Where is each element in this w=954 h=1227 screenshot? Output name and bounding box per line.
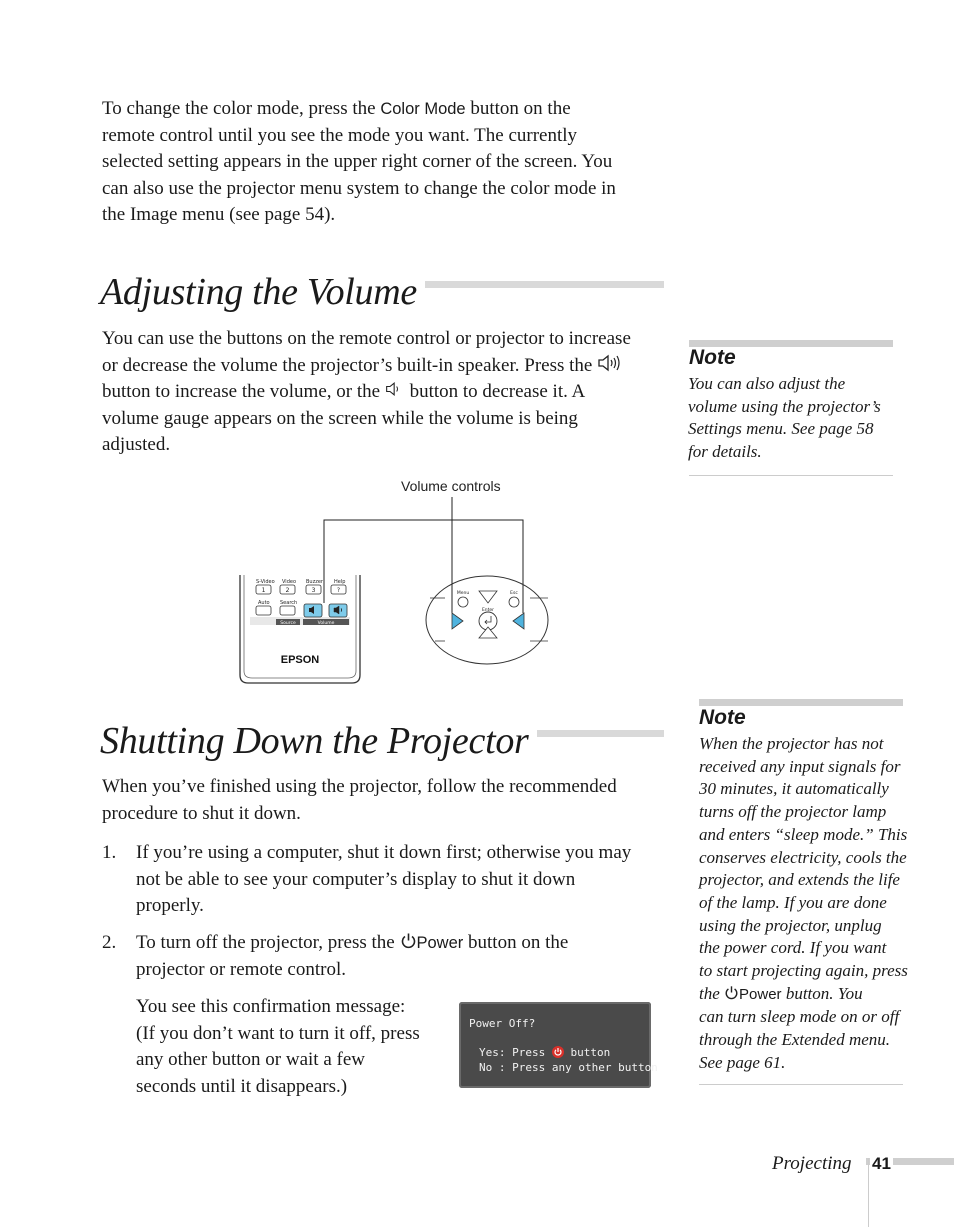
note-2-text	[699, 733, 914, 1075]
panel-esc-button	[509, 597, 519, 607]
intro-line-4: can also use the projector menu system to change the color mode in	[102, 177, 616, 199]
remote-key-2-label: 2	[285, 587, 290, 594]
remote-svideo-label: S-Video	[256, 579, 275, 585]
confirm-line-2: (If you don’t want to turn it off, press	[136, 1022, 420, 1044]
volume-line-2: or decrease the volume the projector’s built-in speaker. Press the	[102, 353, 672, 380]
osd-power-icon	[552, 1046, 564, 1058]
volume-line-4: volume gauge appears on the screen while the volume is being	[102, 407, 578, 429]
remote-help-label: Help	[334, 579, 346, 585]
power-button-label: Power	[416, 934, 464, 952]
power-button-label: Power	[739, 985, 782, 1003]
confirm-line-3: any other button or wait a few	[136, 1049, 365, 1070]
volume-controls-figure	[230, 495, 560, 690]
step-1-line-3: properly.	[136, 895, 204, 916]
step-2-number: 2.	[102, 932, 117, 953]
confirmation-paragraph	[136, 994, 456, 1100]
note-1-line: You can also adjust the	[688, 374, 846, 393]
note-2-line: of the lamp. If you are done	[699, 892, 887, 912]
note-2-end-rule	[699, 1084, 903, 1085]
note-2-bar	[699, 699, 903, 706]
step-1-text	[136, 840, 666, 920]
shutdown-intro-line-2: procedure to shut it down.	[102, 802, 301, 824]
volume-up-icon	[597, 353, 621, 373]
confirm-line-4: seconds until it disappears.)	[136, 1075, 348, 1097]
note-1-title: Note	[689, 346, 736, 369]
page-number: 41	[872, 1154, 891, 1173]
remote-buzzer-label: Buzzer	[306, 579, 323, 585]
volume-paragraph	[102, 326, 672, 459]
remote-key-1-label: 1	[261, 587, 266, 594]
projector-control-panel	[426, 576, 548, 664]
footer-divider	[868, 1158, 869, 1227]
volume-down-icon	[385, 379, 405, 399]
footer-section-name: Projecting	[772, 1153, 852, 1174]
volume-line-1: You can use the buttons on the remote control or projector to increase	[102, 328, 631, 349]
note-1-line: for details.	[688, 442, 762, 462]
note-2-line: projector, and extends the life	[699, 870, 900, 890]
step-2-line-1: To turn off the projector, press the Power button on the	[136, 932, 569, 953]
panel-esc-label: Esc	[510, 591, 518, 596]
panel-down-arrow	[479, 627, 497, 638]
step-2-line-2: projector or remote control.	[136, 958, 346, 980]
note-1-line: Settings menu. See page 58	[688, 419, 874, 439]
remote-volume-label: Volume	[317, 621, 335, 626]
intro-line-2: remote control until you see the mode you want. The currently	[102, 124, 578, 146]
note-2-line: can turn sleep mode on or off	[699, 1007, 900, 1027]
remote-search-label: Search	[280, 600, 298, 606]
power-off-confirmation-screen	[459, 1002, 658, 1088]
panel-volume-up-arrow	[513, 613, 524, 629]
intro-paragraph	[102, 96, 672, 229]
step-2	[102, 930, 667, 986]
panel-up-arrow	[479, 591, 497, 603]
note-2-line: using the projector, unplug	[699, 915, 882, 935]
confirm-line-1: You see this confirmation message:	[136, 996, 406, 1017]
note-2-line: through the Extended menu.	[699, 1030, 891, 1050]
note-2-line: See page 61.	[699, 1052, 786, 1072]
note-2-line: 30 minutes, it automatically	[699, 779, 889, 799]
note-2-line: to start projecting again, press	[699, 961, 908, 981]
note-2-line: the power cord. If you want	[699, 938, 887, 958]
remote-key-auto	[256, 606, 271, 615]
remote-video-label: Video	[282, 579, 297, 585]
note-1-line: volume using the projector’s	[688, 396, 881, 416]
panel-enter-label: Enter	[481, 608, 495, 613]
volume-line-5: adjusted.	[102, 434, 171, 455]
shutdown-intro-line-1: When you’ve finished using the projector, follow the recommended	[102, 776, 617, 797]
osd-yes-line: Yes: Press button	[479, 1046, 611, 1059]
panel-menu-button	[458, 597, 468, 607]
osd-title: Power Off?	[469, 1017, 536, 1030]
shutdown-intro	[102, 774, 672, 827]
note-2-line: turns off the projector lamp	[699, 802, 887, 822]
remote-source-label: Source	[280, 621, 296, 626]
volume-heading: Adjusting the Volume	[100, 270, 425, 314]
note-2-title: Note	[699, 706, 746, 729]
note-2-line: When the projector has not	[699, 734, 884, 753]
intro-line-3: selected setting appears in the upper right corner of the screen. You	[102, 151, 613, 172]
osd-no-line: No : Press any other button	[479, 1061, 658, 1074]
remote-auto-label: Auto	[258, 600, 270, 606]
note-2-line: and enters “sleep mode.” This	[699, 824, 908, 844]
step-1	[102, 840, 667, 920]
note-2-line: received any input signals for	[699, 756, 901, 776]
epson-logo: EPSON	[280, 654, 320, 666]
note-1-text	[688, 373, 898, 464]
power-icon	[400, 932, 417, 949]
volume-controls-label: Volume controls	[401, 478, 501, 494]
panel-menu-label: Menu	[456, 591, 470, 596]
color-mode-button-label: Color Mode	[380, 100, 466, 118]
remote-key-3-label: 3	[311, 587, 316, 594]
note-1-end-rule	[689, 475, 893, 476]
intro-line-5: the Image menu (see page 54).	[102, 204, 336, 225]
remote-key-search	[280, 606, 295, 615]
volume-line-3: button to increase the volume, or the button to decrease it. A	[102, 381, 586, 402]
intro-line-1: To change the color mode, press the Color Mode button on the	[102, 98, 571, 119]
step-1-line-2: not be able to see your computer’s display to shut it down	[136, 868, 576, 890]
step-1-line-1: If you’re using a computer, shut it down first; otherwise you may	[136, 842, 632, 863]
panel-volume-down-arrow	[452, 613, 463, 629]
note-2-line: the Power button. You	[699, 983, 863, 1003]
power-icon	[724, 985, 739, 1000]
remote-key-digits	[262, 587, 341, 594]
note-2-line: conserves electricity, cools the	[699, 847, 907, 867]
shutdown-heading: Shutting Down the Projector	[100, 719, 537, 763]
step-2-text	[136, 930, 666, 983]
remote-key-q-label: ?	[336, 587, 341, 594]
step-1-number: 1.	[102, 842, 117, 863]
